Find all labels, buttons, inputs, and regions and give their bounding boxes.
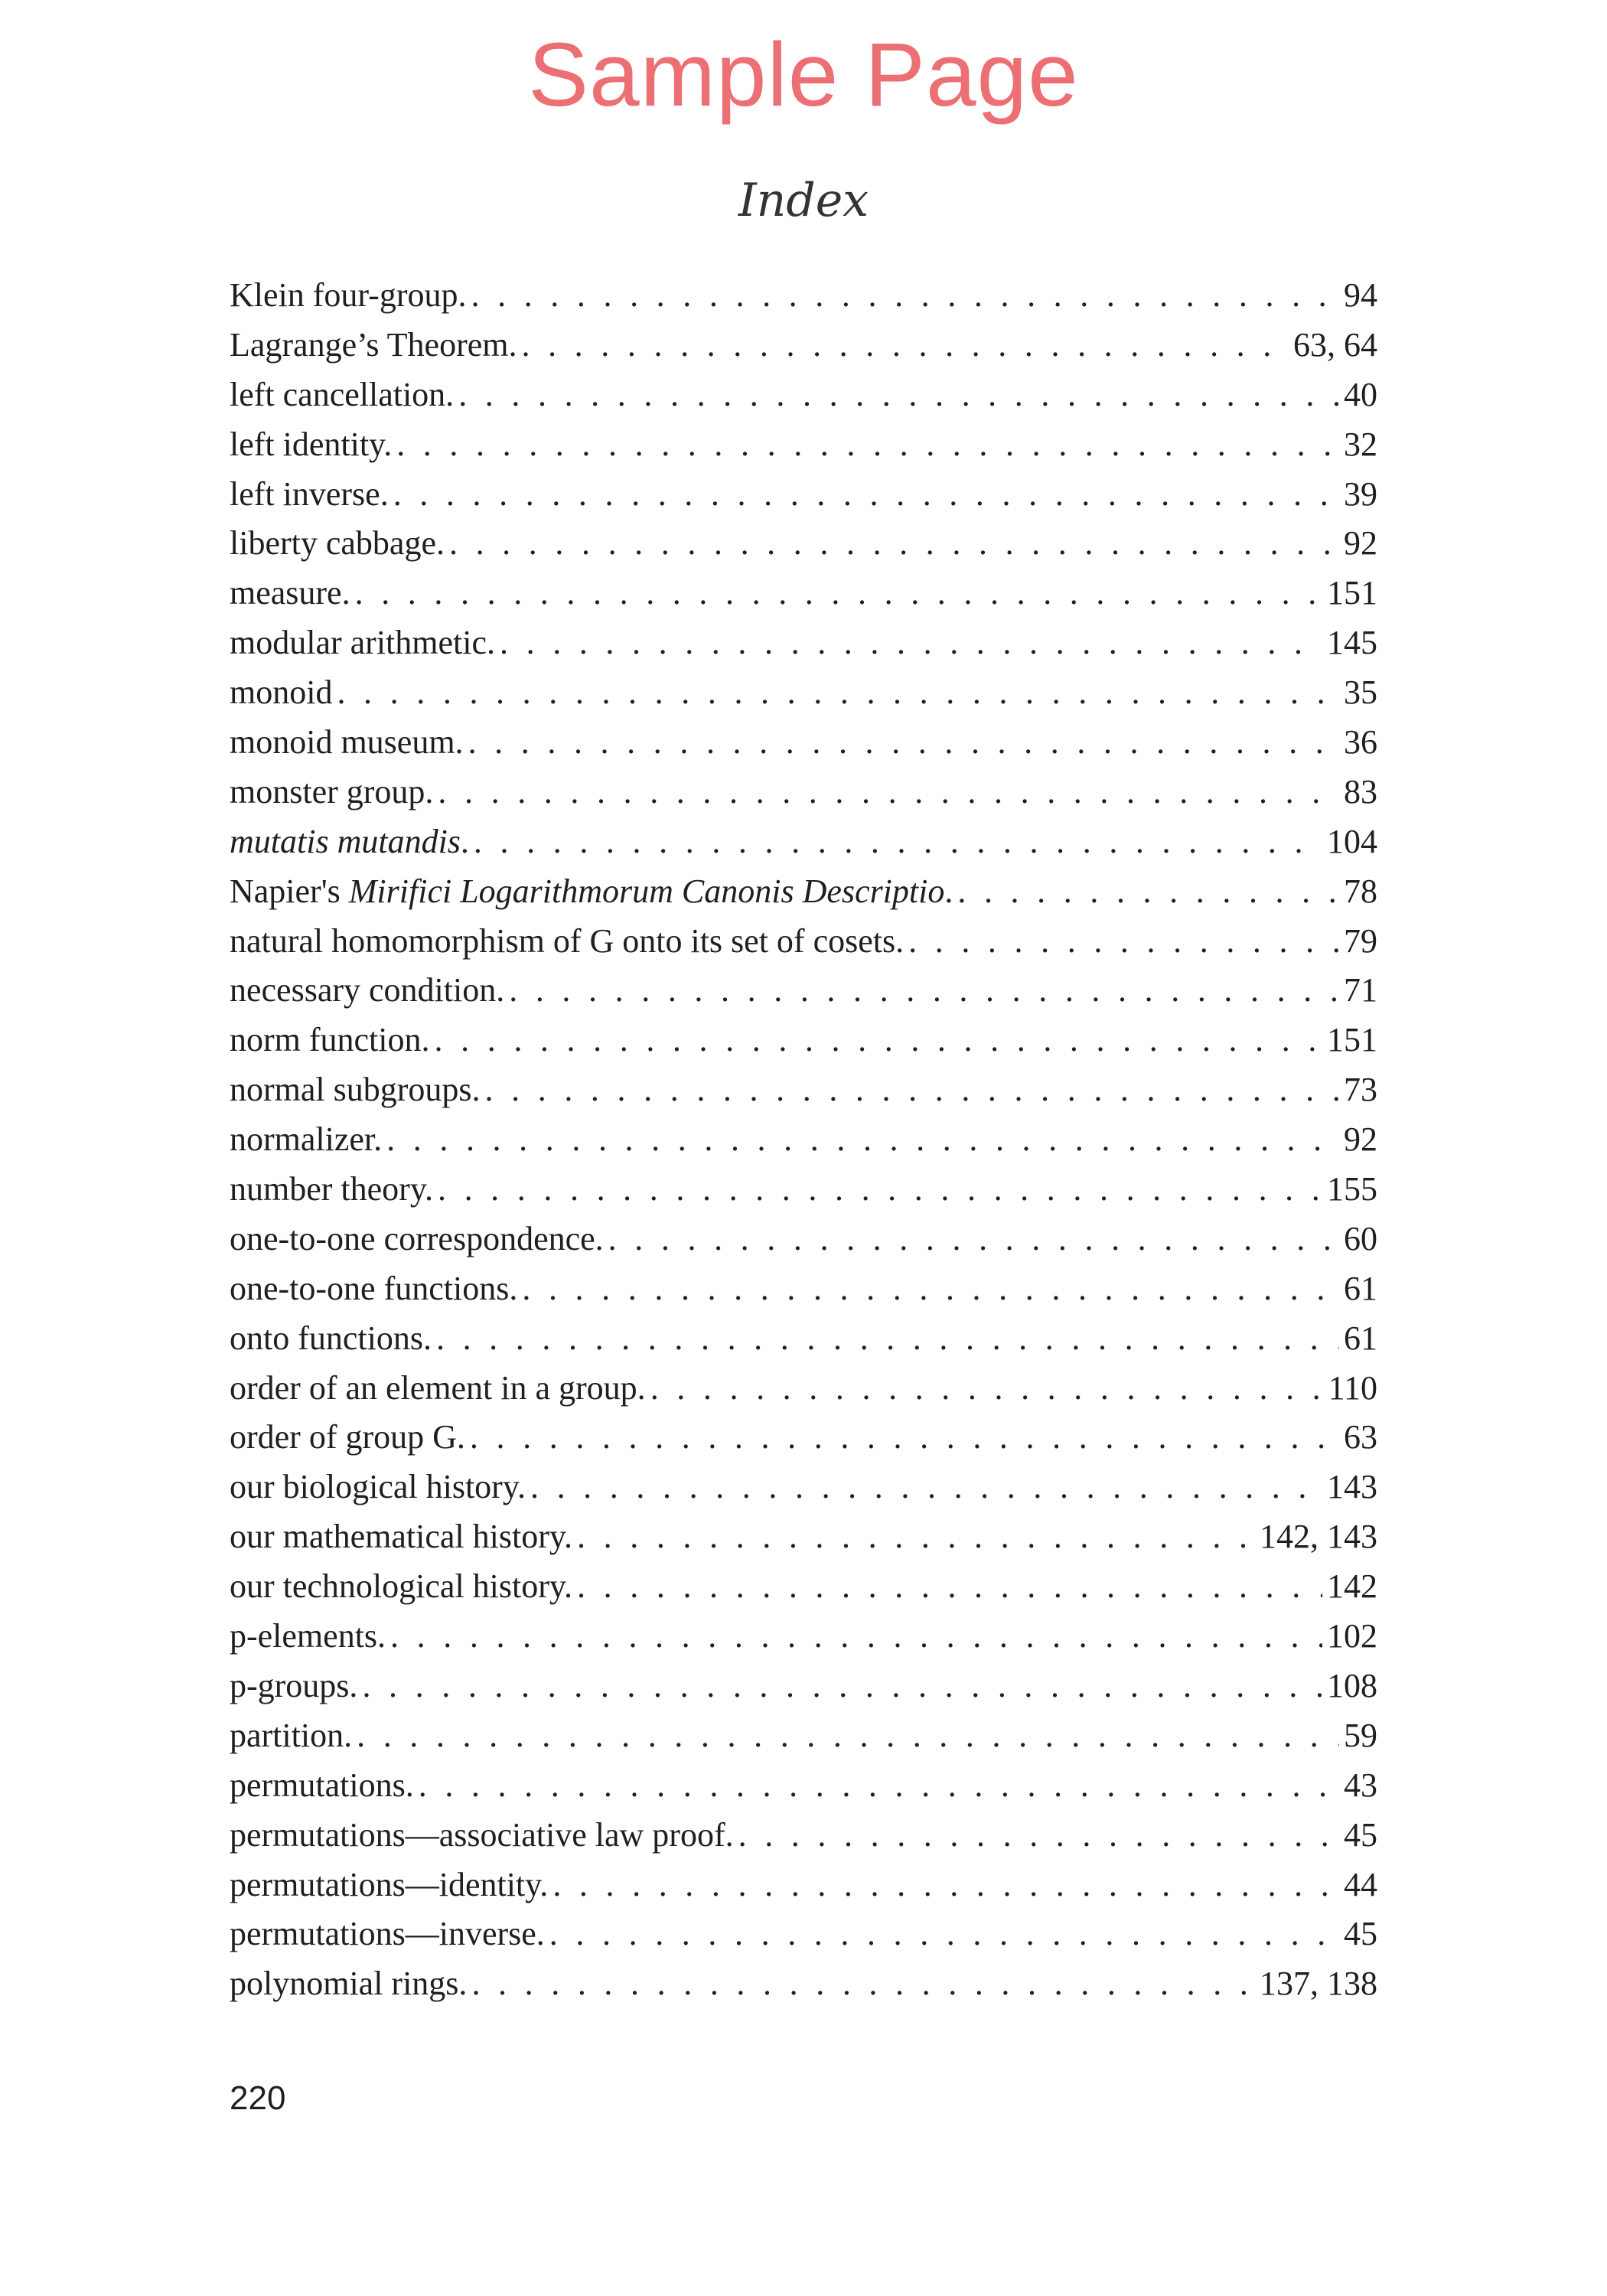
dot-leader: [530, 1463, 1322, 1512]
index-term: liberty cabbage.: [230, 524, 445, 563]
dot-leader: [390, 1612, 1322, 1662]
index-entry: [230, 370, 1377, 420]
index-pages: 78: [1344, 872, 1377, 910]
dot-leader: [577, 1562, 1322, 1612]
index-term: natural homomorphism of G onto its set of cosets.: [230, 921, 905, 960]
index-term: order of an element in a group.: [230, 1368, 646, 1407]
dot-leader: [357, 1711, 1339, 1761]
index-entry: [230, 867, 1377, 917]
index-term: monoid: [230, 673, 333, 712]
index-entry: [230, 1612, 1377, 1662]
index-pages: 92: [1344, 1120, 1377, 1159]
index-term: p-elements.: [230, 1617, 386, 1655]
index-entry: [230, 470, 1377, 520]
dot-leader: [553, 1861, 1339, 1910]
index-entry: [230, 1115, 1377, 1165]
index-pages: 143: [1327, 1468, 1377, 1506]
index-pages: 36: [1344, 723, 1377, 762]
index-pages: 108: [1327, 1666, 1377, 1704]
index-term-italic: Mirifici Logarithmorum Canonis Descriptio: [348, 872, 945, 910]
dot-leader: [470, 1413, 1339, 1463]
index-pages: 92: [1344, 524, 1377, 563]
dot-leader: [355, 569, 1322, 618]
index-term: one-to-one correspondence.: [230, 1219, 604, 1257]
index-pages: 59: [1344, 1716, 1377, 1754]
index-entry: [230, 1065, 1377, 1115]
index-entry: [230, 321, 1377, 370]
index-entry: [230, 1761, 1377, 1811]
index-entry: [230, 917, 1377, 967]
index-term: norm function.: [230, 1021, 430, 1059]
index-entry: [230, 1463, 1377, 1512]
dot-leader: [577, 1512, 1255, 1562]
index-pages: 45: [1344, 1815, 1377, 1854]
index-term: p-groups.: [230, 1666, 358, 1704]
dot-leader: [549, 1910, 1339, 1959]
index-pages: 39: [1344, 475, 1377, 513]
dot-leader: [449, 519, 1339, 569]
index-pages: 145: [1327, 624, 1377, 662]
index-term: permutations—inverse.: [230, 1915, 545, 1953]
index-pages: 104: [1327, 822, 1377, 860]
dot-leader: [337, 668, 1339, 718]
index-pages: 151: [1327, 574, 1377, 612]
index-entry: [230, 1512, 1377, 1562]
index-term: permutations.: [230, 1766, 414, 1804]
index-term: number theory.: [230, 1170, 433, 1208]
index-term-suffix: .: [460, 822, 469, 860]
dot-leader: [522, 1264, 1339, 1314]
index-term: left inverse.: [230, 475, 389, 513]
dot-leader: [458, 370, 1339, 420]
index-pages: 61: [1344, 1269, 1377, 1307]
index-term: permutations—identity.: [230, 1865, 549, 1903]
dot-leader: [957, 867, 1339, 917]
index-term: our biological history.: [230, 1468, 526, 1506]
index-pages: 79: [1344, 921, 1377, 960]
index-entry: [230, 1711, 1377, 1761]
index-entry: [230, 1314, 1377, 1364]
index-pages: 83: [1344, 772, 1377, 810]
index-pages: 43: [1344, 1766, 1377, 1804]
index-term: left identity.: [230, 425, 393, 463]
dot-leader: [474, 817, 1322, 867]
index-term: permutations—associative law proof.: [230, 1815, 734, 1854]
index-term-italic: mutatis mutandis: [230, 822, 461, 860]
index-term: left cancellation.: [230, 375, 455, 413]
dot-leader: [438, 1165, 1322, 1215]
index-entry: [230, 668, 1377, 718]
index-heading: Index: [738, 174, 869, 227]
dot-leader: [386, 1115, 1339, 1165]
index-pages: 61: [1344, 1319, 1377, 1357]
index-entry: [230, 519, 1377, 569]
index-pages: 137, 138: [1260, 1965, 1377, 2003]
dot-leader: [471, 1959, 1255, 2009]
index-entry: [230, 966, 1377, 1016]
index-pages: 40: [1344, 375, 1377, 413]
index-term: monster group.: [230, 772, 434, 810]
index-entry: [230, 1264, 1377, 1314]
index-term: necessary condition.: [230, 971, 505, 1009]
index-term: Klein four-group.: [230, 276, 467, 314]
index-entry: [230, 1861, 1377, 1910]
sample-page-watermark: Sample Page: [528, 24, 1079, 126]
index-pages: 142, 143: [1260, 1518, 1377, 1556]
index-entry: [230, 1413, 1377, 1463]
index-pages: 142: [1327, 1567, 1377, 1606]
dot-leader: [436, 1314, 1339, 1364]
index-entry: [230, 1959, 1377, 2009]
dot-leader: [471, 271, 1339, 321]
dot-leader: [650, 1364, 1324, 1414]
index-entry: [230, 768, 1377, 817]
index-term: Lagrange’s Theorem.: [230, 325, 517, 364]
index-term: monoid museum.: [230, 723, 464, 762]
dot-leader: [521, 321, 1289, 370]
index-term: our technological history.: [230, 1567, 573, 1606]
index-pages: 32: [1344, 425, 1377, 463]
page-number: 220: [230, 2079, 286, 2117]
index-pages: 73: [1344, 1071, 1377, 1109]
dot-leader: [608, 1215, 1339, 1264]
index-term: measure.: [230, 574, 350, 612]
index-pages: 71: [1344, 971, 1377, 1009]
dot-leader: [500, 618, 1322, 668]
index-entry: [230, 1016, 1377, 1065]
index-term: [230, 817, 469, 867]
dot-leader: [468, 718, 1339, 768]
index-term: modular arithmetic.: [230, 624, 495, 662]
dot-leader: [362, 1662, 1322, 1711]
index-pages: 151: [1327, 1021, 1377, 1059]
index-term: order of group G.: [230, 1418, 465, 1456]
index-pages: 60: [1344, 1219, 1377, 1257]
index-term: one-to-one functions.: [230, 1269, 518, 1307]
index-term: normal subgroups.: [230, 1071, 481, 1109]
index-term: partition.: [230, 1716, 353, 1754]
index-term-suffix: .: [944, 872, 953, 910]
index-entry: [230, 569, 1377, 618]
index-entry: [230, 1364, 1377, 1414]
index-entry: [230, 271, 1377, 321]
dot-leader: [435, 1016, 1322, 1065]
index-term: normalizer.: [230, 1120, 383, 1159]
index-entry: [230, 718, 1377, 768]
dot-leader: [393, 470, 1339, 520]
dot-leader: [509, 966, 1339, 1016]
index-pages: 45: [1344, 1915, 1377, 1953]
index-entry: [230, 817, 1377, 867]
index-term: onto functions.: [230, 1319, 432, 1357]
index-entry: [230, 1562, 1377, 1612]
index-pages: 110: [1328, 1368, 1377, 1407]
dot-leader: [396, 420, 1339, 470]
index-term: our mathematical history.: [230, 1518, 573, 1556]
index-entry: [230, 1215, 1377, 1264]
index-pages: 44: [1344, 1865, 1377, 1903]
dot-leader: [908, 917, 1339, 967]
index-entry: [230, 1910, 1377, 1959]
index-entry: [230, 1662, 1377, 1711]
index-entry: [230, 618, 1377, 668]
index-term: [230, 867, 953, 917]
index-term: polynomial rings.: [230, 1965, 468, 2003]
dot-leader: [738, 1811, 1339, 1861]
index-pages: 63, 64: [1293, 325, 1377, 364]
index-term-prefix: Napier's: [230, 872, 349, 910]
index-entry-list: [230, 271, 1377, 2009]
dot-leader: [485, 1065, 1339, 1115]
dot-leader: [419, 1761, 1339, 1811]
index-pages: 94: [1344, 276, 1377, 314]
index-pages: 63: [1344, 1418, 1377, 1456]
index-pages: 102: [1327, 1617, 1377, 1655]
index-entry: [230, 1165, 1377, 1215]
index-pages: 35: [1344, 673, 1377, 712]
dot-leader: [438, 768, 1339, 817]
index-entry: [230, 420, 1377, 470]
index-entry: [230, 1811, 1377, 1861]
index-pages: 155: [1327, 1170, 1377, 1208]
